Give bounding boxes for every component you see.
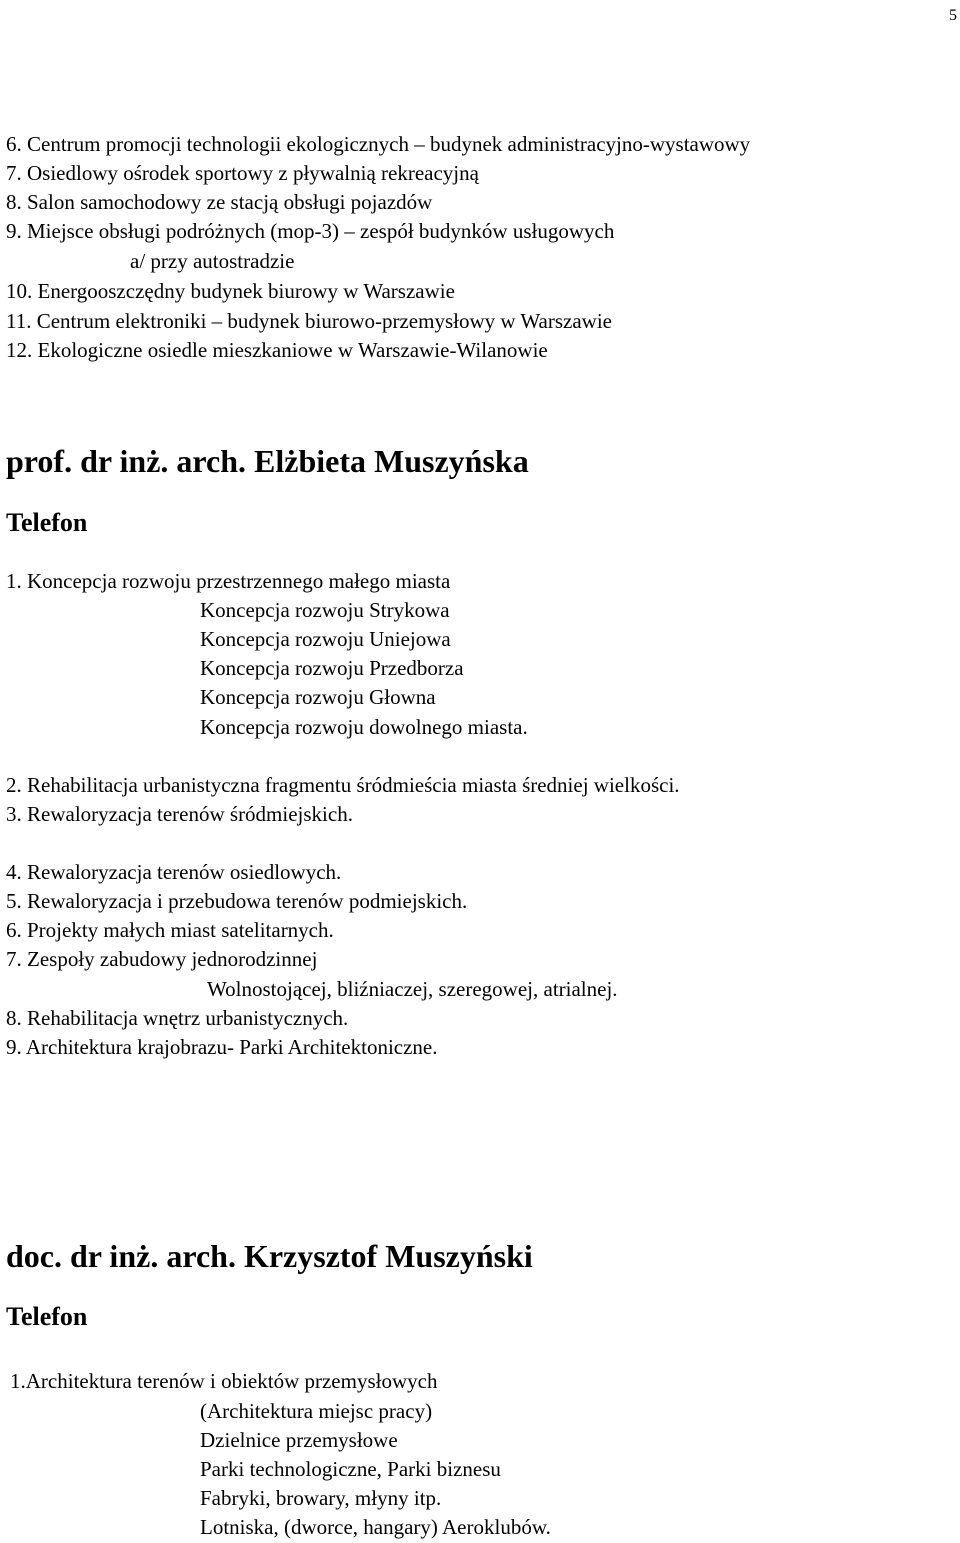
list-item: 4. Rewaloryzacja terenów osiedlowych. xyxy=(6,860,342,884)
list-item: 8. Rehabilitacja wnętrz urbanistycznych. xyxy=(6,1006,349,1030)
list-item: 10. Energooszczędny budynek biurowy w Warszawie xyxy=(6,279,455,303)
list-subitem: Koncepcja rozwoju Strykowa xyxy=(200,598,450,622)
page-number: 5 xyxy=(949,7,957,24)
list-item: 1.Architektura terenów i obiektów przemysłowych xyxy=(10,1369,438,1393)
list-item: 7. Osiedlowy ośrodek sportowy z pływalnią rekreacyjną xyxy=(6,161,479,185)
list-subitem: Wolnostojącej, bliźniaczej, szeregowej, atrialnej. xyxy=(207,977,618,1001)
list-item: 2. Rehabilitacja urbanistyczna fragmentu śródmieścia miasta średniej wielkości. xyxy=(6,773,680,797)
list-subitem: Koncepcja rozwoju Głowna xyxy=(200,685,436,709)
list-item: 6. Centrum promocji technologii ekologicznych – budynek administracyjno-wystawowy xyxy=(6,132,751,156)
list-item: 9. Architektura krajobrazu- Parki Architektoniczne. xyxy=(6,1035,438,1059)
list-subitem: Koncepcja rozwoju dowolnego miasta. xyxy=(200,715,528,739)
list-subitem: Fabryki, browary, młyny itp. xyxy=(200,1486,442,1510)
list-subitem: Koncepcja rozwoju Uniejowa xyxy=(200,627,451,651)
phone-label: Telefon xyxy=(6,1302,88,1331)
list-item: 9. Miejsce obsługi podróżnych (mop-3) – zespół budynków usługowych xyxy=(6,219,615,243)
list-item: 8. Salon samochodowy ze stacją obsługi pojazdów xyxy=(6,190,433,214)
list-subitem: Lotniska, (dworce, hangary) Aeroklubów. xyxy=(200,1515,551,1539)
list-item: 12. Ekologiczne osiedle mieszkaniowe w Warszawie-Wilanowie xyxy=(6,338,548,362)
list-item: 1. Koncepcja rozwoju przestrzennego małego miasta xyxy=(6,569,451,593)
person-name-heading: prof. dr inż. arch. Elżbieta Muszyńska xyxy=(6,443,529,479)
list-item: 7. Zespoły zabudowy jednorodzinnej xyxy=(6,947,318,971)
list-subitem: (Architektura miejsc pracy) xyxy=(200,1399,433,1423)
list-subitem: a/ przy autostradzie xyxy=(130,249,295,273)
person-name-heading: doc. dr inż. arch. Krzysztof Muszyński xyxy=(6,1238,533,1274)
list-item: 6. Projekty małych miast satelitarnych. xyxy=(6,918,334,942)
list-item: 3. Rewaloryzacja terenów śródmiejskich. xyxy=(6,802,353,826)
list-subitem: Koncepcja rozwoju Przedborza xyxy=(200,656,464,680)
list-item: 5. Rewaloryzacja i przebudowa terenów podmiejskich. xyxy=(6,889,468,913)
list-subitem: Dzielnice przemysłowe xyxy=(200,1428,398,1452)
list-subitem: Parki technologiczne, Parki biznesu xyxy=(200,1457,501,1481)
list-item: 11. Centrum elektroniki – budynek biurowo-przemysłowy w Warszawie xyxy=(6,309,613,333)
phone-label: Telefon xyxy=(6,508,88,537)
